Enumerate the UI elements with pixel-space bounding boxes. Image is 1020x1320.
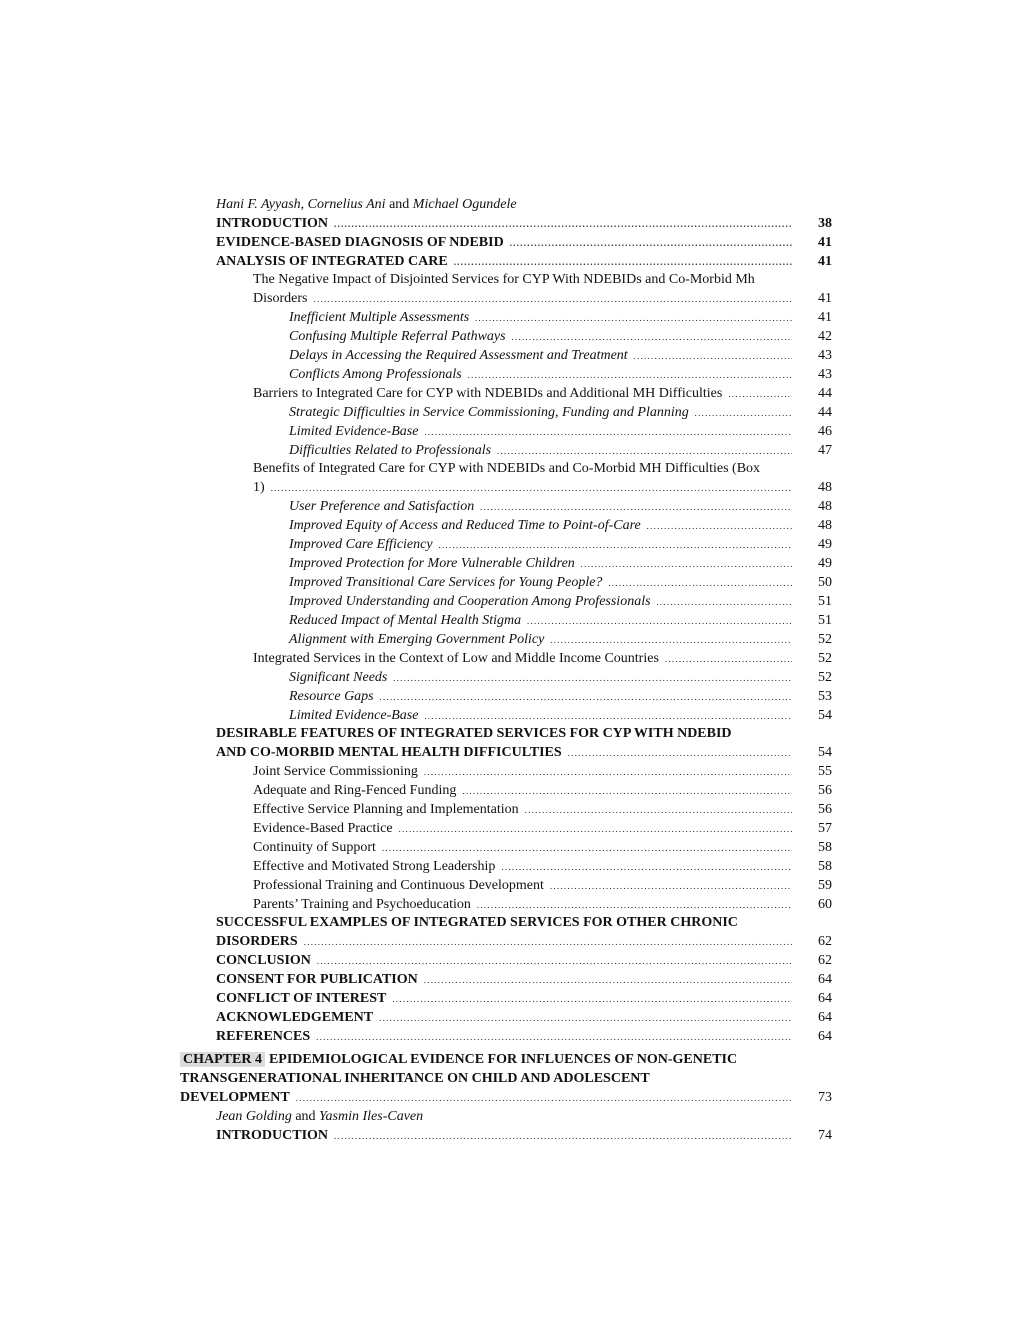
- toc-entry-title: User Preference and Satisfaction: [289, 499, 475, 514]
- toc-entry-title: SUCCESSFUL EXAMPLES OF INTEGRATED SERVICES FOR OTHER CHRONIC: [216, 915, 738, 930]
- toc-entry-title: Alignment with Emerging Government Policy: [289, 632, 545, 647]
- dot-leader: [271, 478, 792, 497]
- toc-page-number: 38: [818, 216, 832, 231]
- dot-leader: [379, 1008, 792, 1027]
- toc-entry[interactable]: [180, 573, 832, 592]
- toc-page-number: 51: [818, 594, 832, 609]
- toc-entry-title: Improved Understanding and Cooperation Among Professionals: [289, 594, 651, 609]
- dot-leader: [512, 327, 792, 346]
- author-conjunction: and: [385, 197, 413, 212]
- toc-entry[interactable]: [180, 441, 832, 460]
- toc-page-number: 59: [818, 878, 832, 893]
- chapter-heading-entry[interactable]: [180, 1088, 832, 1108]
- toc-page-number: 46: [818, 424, 832, 439]
- toc-entry[interactable]: [180, 516, 832, 535]
- toc-entry-title: Effective and Motivated Strong Leadership: [253, 859, 496, 874]
- toc-entry[interactable]: [180, 989, 832, 1008]
- toc-entry[interactable]: [180, 497, 832, 516]
- toc-entry[interactable]: [180, 403, 832, 422]
- dot-leader: [424, 970, 792, 989]
- toc-page-number: 47: [818, 443, 832, 458]
- toc-entry-title: Limited Evidence-Base: [289, 708, 419, 723]
- dot-leader: [454, 252, 792, 271]
- dot-leader: [296, 1088, 792, 1108]
- dot-leader: [581, 554, 792, 573]
- dot-leader: [665, 649, 792, 668]
- dot-leader: [527, 611, 792, 630]
- dot-leader: [477, 895, 792, 914]
- toc-page-number: 64: [818, 1029, 832, 1044]
- toc-page-number: 56: [818, 783, 832, 798]
- toc-entry-title: Improved Protection for More Vulnerable Children: [289, 556, 575, 571]
- toc-entry-title: ANALYSIS OF INTEGRATED CARE: [216, 254, 448, 269]
- toc-entry-title: Delays in Accessing the Required Assessment and Treatment: [289, 348, 628, 363]
- toc-page-number: 49: [818, 537, 832, 552]
- toc-page-number: 54: [818, 745, 832, 760]
- toc-entry[interactable]: [180, 838, 832, 857]
- toc-entry-title: Evidence-Based Practice: [253, 821, 393, 836]
- toc-entry-title: Conflicts Among Professionals: [289, 367, 462, 382]
- toc-entry[interactable]: [180, 384, 832, 403]
- dot-leader: [647, 516, 792, 535]
- dot-leader: [462, 781, 792, 800]
- dot-leader: [525, 800, 792, 819]
- toc-entry-wrapped-line[interactable]: [180, 271, 832, 289]
- toc-page-number: 62: [818, 934, 832, 949]
- toc-entry[interactable]: [180, 800, 832, 819]
- toc-entry-wrapped-line[interactable]: [180, 725, 832, 743]
- dot-leader: [439, 535, 792, 554]
- toc-entry-title: INTRODUCTION: [216, 1128, 329, 1143]
- toc-page-number: 73: [818, 1090, 832, 1105]
- author-name: Yasmin Iles-Caven: [319, 1109, 424, 1124]
- dot-leader: [501, 857, 792, 876]
- toc-entry-title: EVIDENCE-BASED DIAGNOSIS OF NDEBID: [216, 235, 504, 250]
- toc-entry[interactable]: [180, 554, 832, 573]
- dot-leader: [550, 876, 792, 895]
- toc-page-number: 52: [818, 651, 832, 666]
- dot-leader: [399, 819, 792, 838]
- toc-page-number: 48: [818, 480, 832, 495]
- toc-entry[interactable]: [180, 649, 832, 668]
- toc-entry-title: Strategic Difficulties in Service Commissioning, Funding and Planning: [289, 405, 689, 420]
- toc-entry-title: Difficulties Related to Professionals: [289, 443, 492, 458]
- toc-entry-title: Continuity of Support: [253, 840, 376, 855]
- toc-entry-title: DESIRABLE FEATURES OF INTEGRATED SERVICES FOR CYP WITH NDEBID: [216, 726, 732, 741]
- dot-leader: [304, 932, 792, 951]
- chapter-authors: [180, 196, 832, 214]
- chapter-heading-line[interactable]: [180, 1050, 832, 1069]
- toc-entry[interactable]: [180, 365, 832, 384]
- toc-entry[interactable]: [180, 876, 832, 895]
- toc-entry-title: CONFLICT OF INTEREST: [216, 991, 387, 1006]
- toc-page-number: 48: [818, 499, 832, 514]
- dot-leader: [568, 743, 792, 762]
- toc-page-number: 41: [818, 235, 832, 250]
- toc-entry-title: Parents’ Training and Psychoeducation: [253, 897, 471, 912]
- toc-entry[interactable]: [180, 308, 832, 327]
- toc-page-number: 52: [818, 632, 832, 647]
- toc-entry-title: Effective Service Planning and Implementation: [253, 802, 519, 817]
- toc-entry[interactable]: [180, 233, 832, 252]
- dot-leader: [657, 592, 792, 611]
- toc-entry[interactable]: [180, 630, 832, 649]
- toc-entry[interactable]: [180, 857, 832, 876]
- toc-entry-title: Confusing Multiple Referral Pathways: [289, 329, 506, 344]
- toc-entry[interactable]: [180, 970, 832, 989]
- toc-page-number: 58: [818, 859, 832, 874]
- chapter-authors: [180, 1108, 832, 1126]
- toc-entry-title: Improved Equity of Access and Reduced Time to Point-of-Care: [289, 518, 641, 533]
- toc-page-number: 64: [818, 991, 832, 1006]
- toc-page-number: 56: [818, 802, 832, 817]
- toc-entry[interactable]: [180, 478, 832, 497]
- toc-entry[interactable]: [180, 668, 832, 687]
- dot-leader: [424, 706, 792, 725]
- author-name: Michael Ogundele: [412, 197, 517, 212]
- dot-leader: [550, 630, 792, 649]
- toc-page-number: 55: [818, 764, 832, 779]
- toc-entry[interactable]: [180, 422, 832, 441]
- toc-entry-title: Joint Service Commissioning: [253, 764, 418, 779]
- toc-entry[interactable]: [180, 535, 832, 554]
- toc-entry-title-continued: Disorders: [253, 291, 308, 306]
- toc-entry-title: Professional Training and Continuous Development: [253, 878, 544, 893]
- toc-entry-title-continued: 1): [253, 480, 265, 495]
- toc-entry[interactable]: [180, 1027, 832, 1046]
- dot-leader: [380, 687, 792, 706]
- toc-entry-title: CONSENT FOR PUBLICATION: [216, 972, 418, 987]
- toc-page-number: 41: [818, 291, 832, 306]
- dot-leader: [634, 346, 792, 365]
- toc-entry-title: Barriers to Integrated Care for CYP with NDEBIDs and Additional MH Difficulties: [253, 386, 723, 401]
- toc-entry-wrapped-line[interactable]: [180, 460, 832, 478]
- dot-leader: [382, 838, 792, 857]
- toc-entry[interactable]: [180, 762, 832, 781]
- toc-page-number: 43: [818, 348, 832, 363]
- toc-entry[interactable]: [180, 951, 832, 970]
- toc-entry[interactable]: [180, 706, 832, 725]
- dot-leader: [313, 289, 792, 308]
- toc-page-number: 41: [818, 254, 832, 269]
- dot-leader: [480, 497, 792, 516]
- toc-page-number: 64: [818, 972, 832, 987]
- toc-page-number: 58: [818, 840, 832, 855]
- toc-page-number: 52: [818, 670, 832, 685]
- dot-leader: [468, 365, 792, 384]
- toc-entry[interactable]: [180, 687, 832, 706]
- toc-page-number: 48: [818, 518, 832, 533]
- dot-leader: [424, 422, 792, 441]
- dot-leader: [728, 384, 792, 403]
- toc-entry[interactable]: [180, 346, 832, 365]
- chapter-number-badge: CHAPTER 4: [180, 1052, 265, 1067]
- toc-entry[interactable]: [180, 1008, 832, 1027]
- toc-entry-title: Resource Gaps: [289, 689, 374, 704]
- dot-leader: [475, 308, 792, 327]
- toc-page-number: 51: [818, 613, 832, 628]
- toc-page-number: 42: [818, 329, 832, 344]
- toc-page-number: 50: [818, 575, 832, 590]
- toc-entry[interactable]: [180, 289, 832, 308]
- toc-entry-title: REFERENCES: [216, 1029, 311, 1044]
- toc-entry-title: Improved Transitional Care Services for Young People?: [289, 575, 603, 590]
- toc-entry-title-continued: AND CO-MORBID MENTAL HEALTH DIFFICULTIES: [216, 745, 562, 760]
- dot-leader: [316, 1027, 792, 1046]
- toc-entry-title: Integrated Services in the Context of Low and Middle Income Countries: [253, 651, 659, 666]
- toc-entry[interactable]: [180, 252, 832, 271]
- toc-entry-title: Improved Care Efficiency: [289, 537, 433, 552]
- toc-entry-title: CONCLUSION: [216, 953, 311, 968]
- toc-entry-title: The Negative Impact of Disjointed Services for CYP With NDEBIDs and Co-Morbid Mh: [253, 272, 755, 287]
- toc-entry[interactable]: [180, 327, 832, 346]
- dot-leader: [510, 233, 792, 252]
- toc-entry-title: INTRODUCTION: [216, 216, 329, 231]
- dot-leader: [393, 668, 792, 687]
- toc-entry-title: Reduced Impact of Mental Health Stigma: [289, 613, 522, 628]
- dot-leader: [334, 214, 792, 233]
- toc-entry-title-continued: DISORDERS: [216, 934, 298, 949]
- toc-entry[interactable]: [180, 743, 832, 762]
- toc-entry[interactable]: [180, 819, 832, 838]
- dot-leader: [392, 989, 792, 1008]
- chapter-title-continued: TRANSGENERATIONAL INHERITANCE ON CHILD AND ADOLESCENT: [180, 1071, 650, 1086]
- author-conjunction: and: [291, 1109, 320, 1124]
- toc-page-number: 60: [818, 897, 832, 912]
- toc-page-number: 57: [818, 821, 832, 836]
- chapter-title-continued: DEVELOPMENT: [180, 1090, 290, 1105]
- toc-entry-wrapped-line[interactable]: [180, 914, 832, 932]
- chapter-heading-line: [180, 1069, 832, 1088]
- toc-page-number: 64: [818, 1010, 832, 1025]
- toc-page-number: 53: [818, 689, 832, 704]
- toc-entry[interactable]: [180, 214, 832, 233]
- dot-leader: [317, 951, 792, 970]
- dot-leader: [334, 1126, 792, 1145]
- toc-page-number: 62: [818, 953, 832, 968]
- toc-entry-title: Inefficient Multiple Assessments: [289, 310, 470, 325]
- toc-page-number: 74: [818, 1128, 832, 1143]
- chapter-title: EPIDEMIOLOGICAL EVIDENCE FOR INFLUENCES OF NON-GENETIC: [268, 1052, 738, 1067]
- toc-page-number: 43: [818, 367, 832, 382]
- dot-leader: [497, 441, 792, 460]
- dot-leader: [695, 403, 792, 422]
- toc-entry[interactable]: [180, 932, 832, 951]
- toc-page-number: 49: [818, 556, 832, 571]
- toc-entry-title: Adequate and Ring-Fenced Funding: [253, 783, 457, 798]
- toc-entry-title: ACKNOWLEDGEMENT: [216, 1010, 374, 1025]
- toc-entry[interactable]: [180, 781, 832, 800]
- toc-entry[interactable]: [180, 592, 832, 611]
- toc-page-number: 54: [818, 708, 832, 723]
- author-name: Jean Golding: [216, 1109, 292, 1124]
- table-of-contents: [180, 196, 832, 1145]
- author-names: Hani F. Ayyash, Cornelius Ani: [216, 197, 386, 212]
- toc-entry-title: Benefits of Integrated Care for CYP with NDEBIDs and Co-Morbid MH Difficulties (Box: [253, 461, 761, 476]
- toc-entry-title: Significant Needs: [289, 670, 388, 685]
- dot-leader: [608, 573, 792, 592]
- toc-page-number: 44: [818, 405, 832, 420]
- dot-leader: [424, 762, 792, 781]
- toc-entry[interactable]: [180, 1126, 832, 1145]
- toc-page-number: 44: [818, 386, 832, 401]
- toc-page-number: 41: [818, 310, 832, 325]
- toc-entry-title: Limited Evidence-Base: [289, 424, 419, 439]
- toc-entry[interactable]: [180, 611, 832, 630]
- toc-entry[interactable]: [180, 895, 832, 914]
